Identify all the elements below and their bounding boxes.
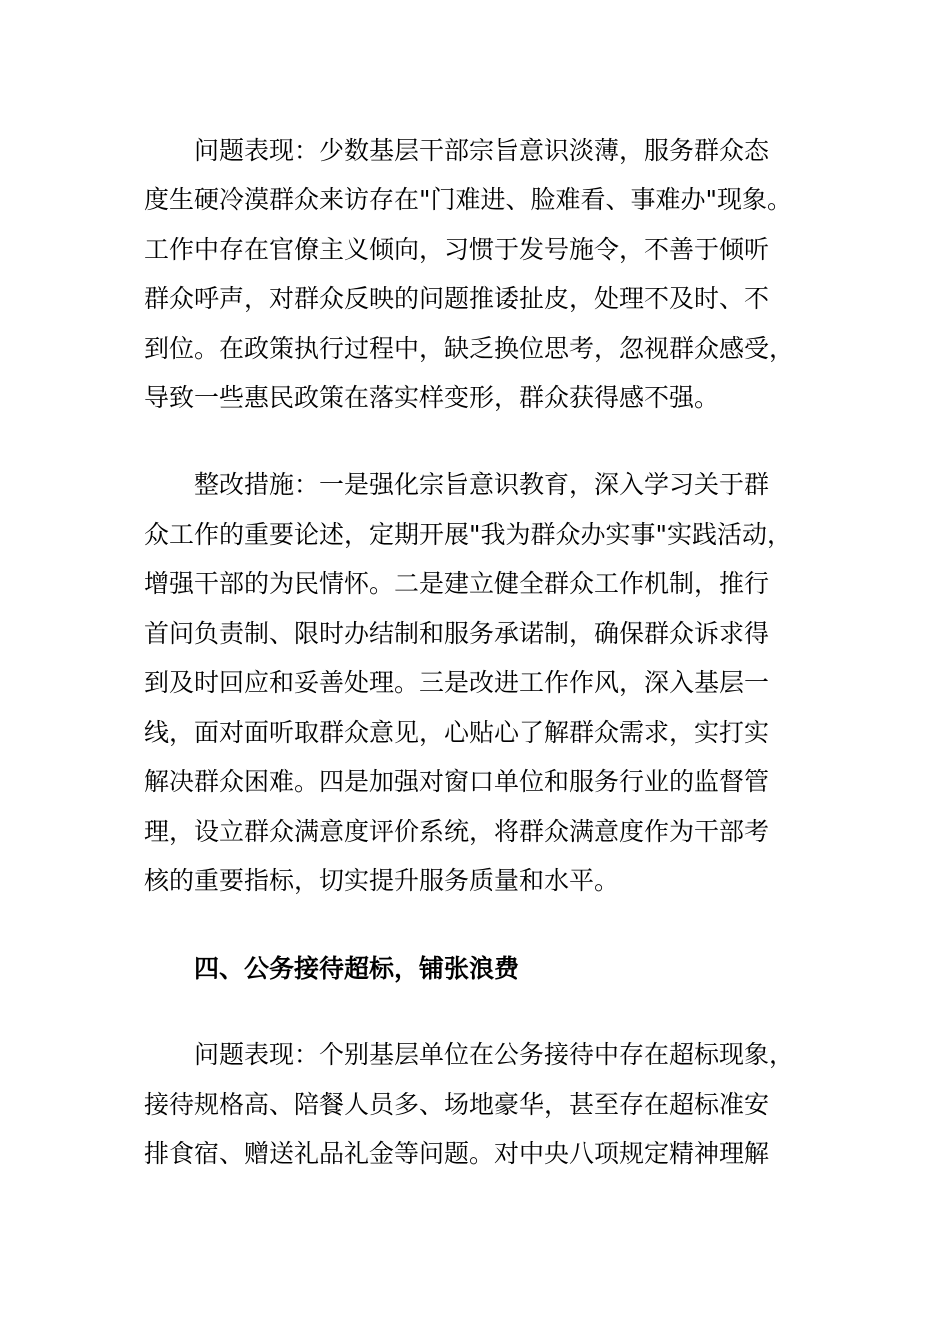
paragraph-3-line-2: 接待规格高、陪餐人员多、场地豪华，甚至存在超标准安 [144,1090,770,1119]
paragraph-2-line-4: 首问负责制、限时办结制和服务承诺制，确保群众诉求得 [144,619,770,648]
paragraph-1-line-3: 工作中存在官僚主义倾向，习惯于发号施令，不善于倾听 [144,235,770,264]
paragraph-1-line-1: 问题表现：少数基层干部宗旨意识淡薄，服务群众态 [194,136,770,165]
paragraph-2-line-2: 众工作的重要论述，定期开展"我为群众办实事"实践活动， [144,520,793,549]
paragraph-3-line-3: 排食宿、赠送礼品礼金等问题。对中央八项规定精神理解 [144,1139,770,1168]
paragraph-1-line-2: 度生硬冷漠群众来访存在"门难进、脸难看、事难办"现象。 [144,185,793,214]
paragraph-1-line-4: 群众呼声，对群众反映的问题推诿扯皮，处理不及时、不 [144,284,770,313]
paragraph-3-line-1: 问题表现：个别基层单位在公务接待中存在超标现象， [194,1040,795,1069]
paragraph-2-line-9: 核的重要指标，切实提升服务质量和水平。 [144,866,620,895]
paragraph-1-line-6: 导致一些惠民政策在落实样变形，群众获得感不强。 [144,383,720,412]
section-heading: 四、公务接待超标，铺张浪费 [194,954,520,983]
paragraph-2-line-5: 到及时回应和妥善处理。三是改进工作作风，深入基层一 [144,668,770,697]
paragraph-1-line-5: 到位。在政策执行过程中，缺乏换位思考，忽视群众感受， [144,334,795,363]
paragraph-2-line-8: 理，设立群众满意度评价系统，将群众满意度作为干部考 [144,817,770,846]
paragraph-2-line-3: 增强干部的为民情怀。二是建立健全群众工作机制，推行 [144,569,770,598]
paragraph-2-line-6: 线，面对面听取群众意见，心贴心了解群众需求，实打实 [144,718,770,747]
paragraph-2-line-1: 整改措施：一是强化宗旨意识教育，深入学习关于群 [194,470,770,499]
paragraph-2-line-7: 解决群众困难。四是加强对窗口单位和服务行业的监督管 [144,767,770,796]
